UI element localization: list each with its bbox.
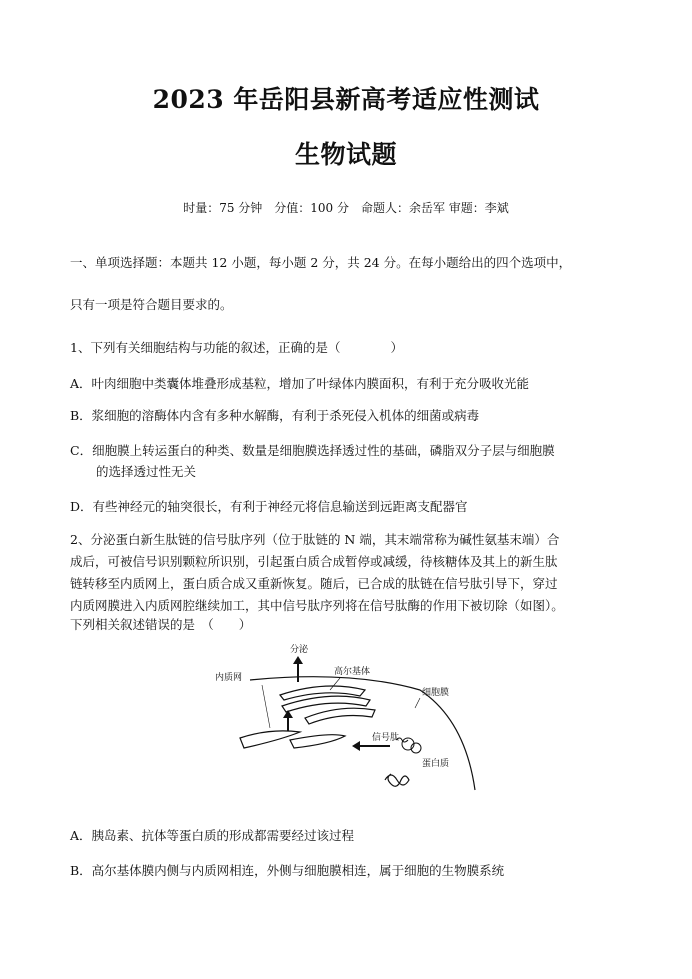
q2-stem-line4: 内质网膜进入内质网腔继续加工，其中信号肽序列将在信号肽酶的作用下被切除（如图）。 — [70, 598, 564, 613]
q1-stem: 1、下列有关细胞结构与功能的叙述，正确的是（ ） — [70, 340, 403, 355]
exam-title: 2023 年岳阳县新高考适应性测试 — [152, 85, 540, 114]
q2-stem-line1: 2、分泌蛋白新生肽链的信号肽序列（位于肽链的 N 端，其末端常称为碱性氨基末端）合 — [70, 532, 560, 547]
section-intro-line2: 只有一项是符合题目要求的。 — [70, 297, 233, 312]
label-protein: 蛋白质 — [422, 759, 450, 769]
q2-stem-line3: 链转移至内质网上，蛋白质合成又重新恢复。随后，已合成的肽链在信号肽引导下，穿过 — [70, 576, 558, 591]
q1-option-c-cont: 的选择透过性无关 — [96, 464, 197, 479]
label-er: 内质网 — [215, 673, 243, 683]
q2-option-b: B．高尔基体膜内侧与内质网相连，外侧与细胞膜相连，属于细胞的生物膜系统 — [70, 863, 505, 878]
q2-option-a: A．胰岛素、抗体等蛋白质的形成都需要经过该过程 — [70, 828, 355, 843]
label-secretion: 分泌 — [290, 645, 309, 655]
section-intro-line1: 一、单项选择题：本题共 12 小题，每小题 2 分，共 24 分。在每小题给出的四个选项中， — [70, 255, 572, 270]
label-signal-peptide: 信号肽 — [372, 733, 400, 743]
q1-option-c: C．细胞膜上转运蛋白的种类、数量是细胞膜选择透过性的基础，磷脂双分子层与细胞膜 — [70, 443, 555, 458]
label-membrane: 细胞膜 — [422, 688, 450, 698]
q1-option-a: A．叶肉细胞中类囊体堆叠形成基粒，增加了叶绿体内膜面积，有利于充分吸收光能 — [70, 376, 530, 391]
q1-option-b: B．浆细胞的溶酶体内含有多种水解酶，有利于杀死侵入机体的细菌或病毒 — [70, 408, 480, 423]
q2-stem-line5: 下列相关叙述错误的是 （ ） — [70, 617, 252, 632]
exam-meta: 时量：75 分钟 分值：100 分 命题人：余岳军 审题：李斌 — [183, 201, 509, 215]
subject-title: 生物试题 — [294, 140, 397, 169]
q1-option-d: D．有些神经元的轴突很长，有利于神经元将信息输送到远距离支配器官 — [70, 499, 468, 514]
secretion-diagram — [210, 640, 470, 810]
q2-stem-line2: 成后，可被信号识别颗粒所识别，引起蛋白质合成暂停或减缓，待核糖体及其上的新生肽 — [70, 554, 558, 569]
label-golgi: 高尔基体 — [334, 667, 371, 677]
